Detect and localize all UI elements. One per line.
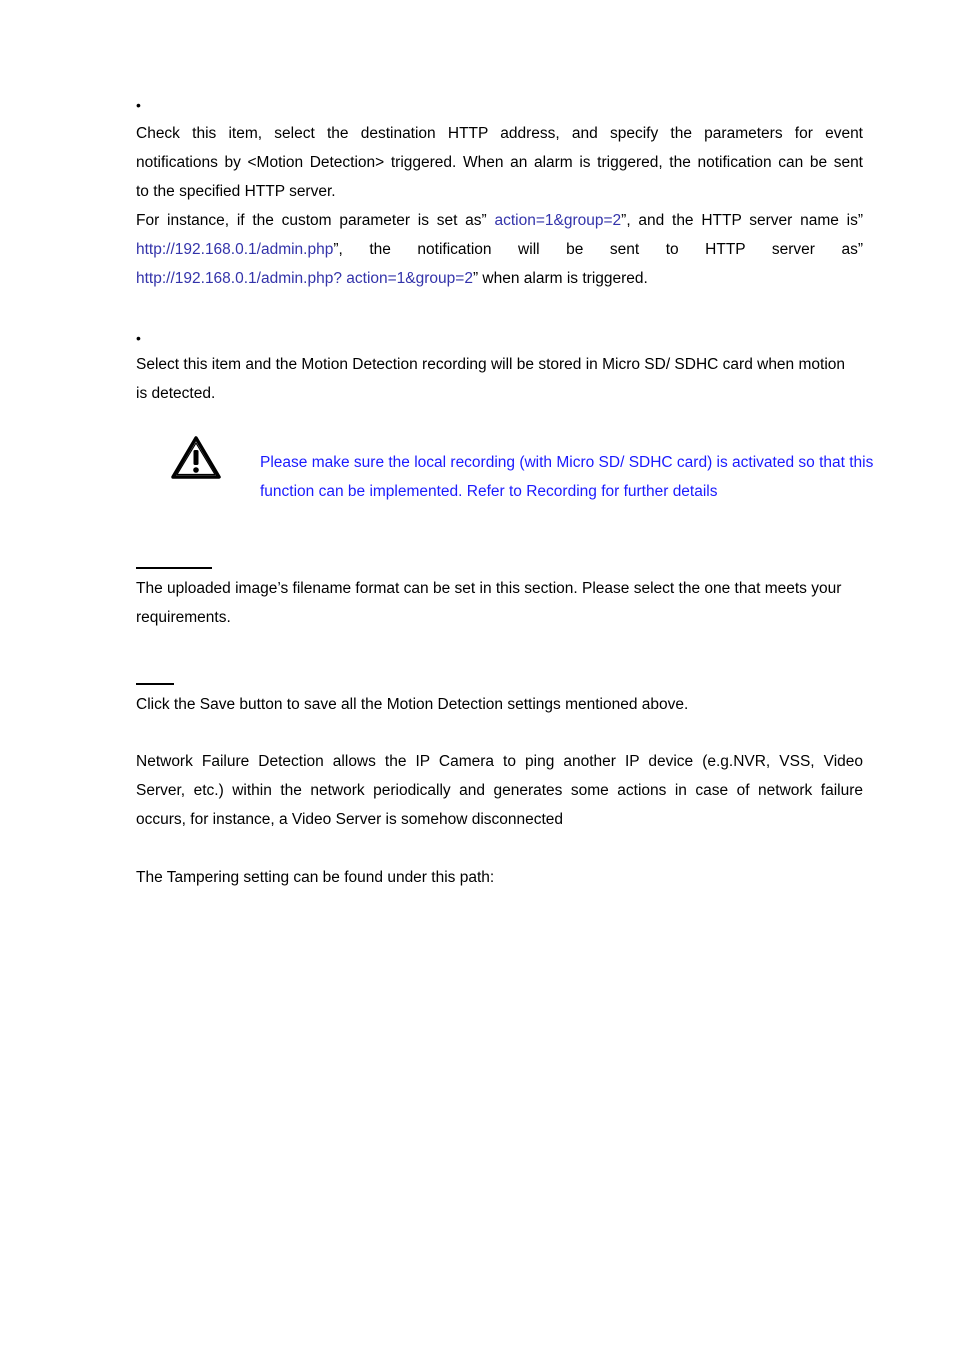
filename-line2: requirements.	[136, 609, 231, 626]
http-para2-text-c: ”, the notification will be sent to HTTP server as”	[333, 241, 863, 258]
sd-line1: Select this item and the Motion Detection recording will be stored in Micro SD/ SDHC card when motion	[136, 356, 846, 373]
http-para1-line3: to the specified HTTP server.	[136, 183, 336, 200]
http-para2-text-b: ”, and the HTTP server name is”	[621, 212, 863, 229]
http-para2-text-d: ” when alarm is triggered.	[472, 270, 648, 287]
http-para1-line2: notifications by <Motion Detection> triggered. When an alarm is triggered, the notification can be sent	[136, 154, 863, 171]
bullet-sd: •	[136, 330, 141, 346]
http-para2-line2	[136, 235, 863, 264]
note-line2: function can be implemented. Refer to Recording for further details	[260, 483, 718, 500]
network-line1: Network Failure Detection allows the IP Camera to ping another IP device (e.g.NVR, VSS, Video	[136, 753, 863, 770]
filename-heading-rule	[136, 567, 212, 569]
http-para2-line3	[136, 264, 863, 293]
network-line3: occurs, for instance, a Video Server is somehow disconnected	[136, 811, 564, 828]
tampering-line: The Tampering setting can be found under this path:	[136, 869, 495, 886]
bullet-http: •	[136, 97, 141, 113]
custom-parameter-example: action=1&group=2	[494, 212, 622, 229]
save-heading-rule	[136, 683, 174, 685]
filename-line1: The uploaded image’s filename format can be set in this section. Please select the one that meets your	[136, 580, 842, 597]
note-line1: Please make sure the local recording (with Micro SD/ SDHC card) is activated so that this	[260, 454, 874, 471]
save-line: Click the Save button to save all the Motion Detection settings mentioned above.	[136, 696, 689, 713]
sd-line2: is detected.	[136, 385, 216, 402]
network-line2: Server, etc.) within the network periodically and generates some actions in case of network failure	[136, 782, 863, 799]
http-server-example-link[interactable]: http://192.168.0.1/admin.php	[136, 241, 334, 258]
http-para2-line1	[136, 206, 863, 235]
http-para1-line1: Check this item, select the destination HTTP address, and specify the parameters for event	[136, 125, 863, 142]
warning-triangle-icon	[170, 434, 222, 480]
http-para2-text-a: For instance, if the custom parameter is set as”	[136, 212, 487, 229]
http-full-url-example-link[interactable]: http://192.168.0.1/admin.php? action=1&group=2	[136, 270, 473, 287]
